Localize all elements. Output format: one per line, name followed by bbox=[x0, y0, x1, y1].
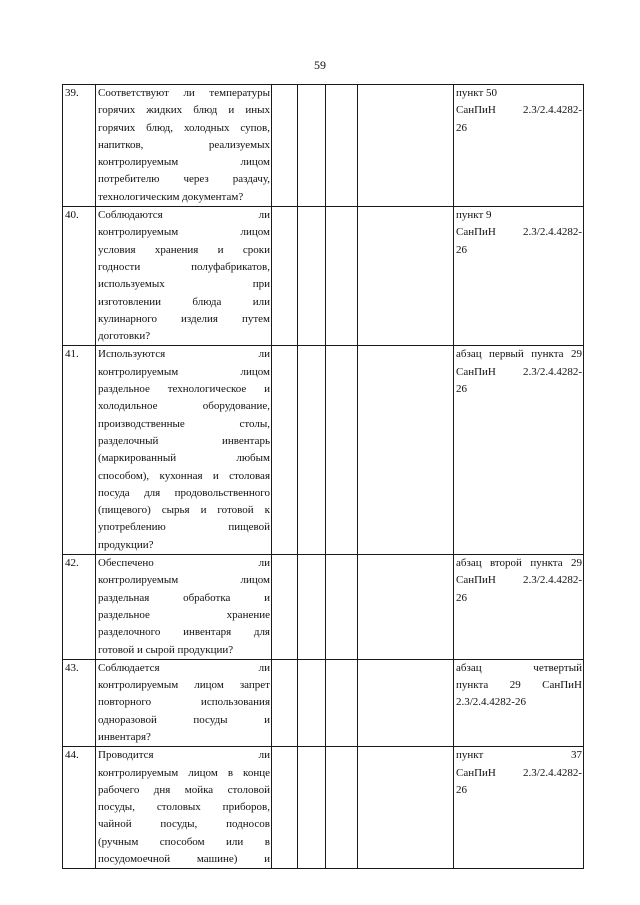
question-line: годности полуфабрикатов, bbox=[98, 260, 270, 273]
question-line: Соблюдаются ли bbox=[98, 209, 270, 222]
answer-cell bbox=[326, 346, 358, 555]
answer-cell bbox=[272, 659, 298, 746]
row-number: 44. bbox=[63, 747, 96, 869]
page-number: 59 bbox=[314, 58, 326, 72]
question-line: рабочего дня мойка столовой bbox=[98, 783, 270, 796]
question-line: повторного использования bbox=[98, 696, 270, 709]
reference-line: 26 bbox=[456, 243, 467, 256]
answer-cell bbox=[326, 747, 358, 869]
question-line: Используются ли bbox=[98, 348, 270, 361]
question-line: Обеспечено ли bbox=[98, 557, 270, 570]
answer-cell bbox=[272, 747, 298, 869]
legal-reference bbox=[454, 207, 584, 346]
reference-line: пункт 37 bbox=[456, 749, 582, 762]
reference-line: абзац первый пункта 29 bbox=[456, 348, 582, 361]
reference-line: СанПиН 2.3/2.4.4282- bbox=[456, 104, 582, 117]
legal-reference bbox=[454, 555, 584, 660]
question-line: технологическим документам? bbox=[98, 190, 244, 203]
checklist-table bbox=[62, 84, 584, 869]
requirement-question bbox=[96, 555, 272, 660]
question-line: инвентаря? bbox=[98, 730, 151, 743]
answer-cell bbox=[298, 555, 326, 660]
question-line: раздельное технологическое и bbox=[98, 383, 270, 396]
answer-cell bbox=[326, 555, 358, 660]
requirement-question bbox=[96, 747, 272, 869]
legal-reference bbox=[454, 85, 584, 207]
answer-cell bbox=[326, 207, 358, 346]
requirement-question bbox=[96, 346, 272, 555]
reference-line: абзац второй пункта 29 bbox=[456, 557, 582, 570]
question-line: контролируемым лицом bbox=[98, 226, 270, 239]
answer-cell bbox=[272, 346, 298, 555]
answer-cell bbox=[358, 346, 454, 555]
answer-cell bbox=[358, 85, 454, 207]
legal-reference bbox=[454, 659, 584, 746]
answer-cell bbox=[298, 346, 326, 555]
question-line: контролируемым лицом bbox=[98, 365, 270, 378]
question-line: Соблюдается ли bbox=[98, 661, 270, 674]
question-line: посуда для продовольственного bbox=[98, 486, 270, 499]
row-number: 43. bbox=[63, 659, 96, 746]
question-line: готовой и сырой продукции? bbox=[98, 643, 234, 656]
question-line: контролируемым лицом в конце bbox=[98, 766, 270, 779]
row-number: 39. bbox=[63, 85, 96, 207]
answer-cell bbox=[298, 747, 326, 869]
reference-line: СанПиН 2.3/2.4.4282- bbox=[456, 226, 582, 239]
question-line: контролируемым лицом bbox=[98, 156, 270, 169]
question-line: изготовлении блюда или bbox=[98, 295, 270, 308]
reference-line: пункт 50 bbox=[456, 87, 498, 99]
question-line: посудомоечной машине) и bbox=[98, 853, 270, 866]
row-number: 41. bbox=[63, 346, 96, 555]
table-row bbox=[63, 659, 584, 746]
question-line: потребителю через раздачу, bbox=[98, 173, 270, 186]
legal-reference bbox=[454, 346, 584, 555]
question-line: разделочного инвентаря для bbox=[98, 626, 270, 639]
question-line: производственные столы, bbox=[98, 417, 270, 430]
question-line: чайной посуды, подносов bbox=[98, 818, 270, 831]
requirement-question bbox=[96, 207, 272, 346]
question-line: разделочный инвентарь bbox=[98, 434, 270, 447]
question-line: (пищевого) сырья и готовой к bbox=[98, 504, 270, 517]
answer-cell bbox=[326, 85, 358, 207]
question-line: (ручным способом или в bbox=[98, 835, 270, 848]
answer-cell bbox=[358, 555, 454, 660]
question-line: употреблению пищевой bbox=[98, 521, 270, 534]
question-line: холодильное оборудование, bbox=[98, 400, 270, 413]
question-line: раздельная обработка и bbox=[98, 591, 270, 604]
reference-line: СанПиН 2.3/2.4.4282- bbox=[456, 365, 582, 378]
question-line: контролируемым лицом запрет bbox=[98, 679, 270, 692]
question-line: (маркированный любым bbox=[98, 452, 270, 465]
answer-cell bbox=[358, 659, 454, 746]
reference-line: пункта 29 СанПиН bbox=[456, 679, 582, 692]
question-line: напитков, реализуемых bbox=[98, 138, 270, 151]
question-line: раздельное хранение bbox=[98, 608, 270, 621]
reference-line: СанПиН 2.3/2.4.4282- bbox=[456, 574, 582, 587]
reference-line: 26 bbox=[456, 121, 467, 134]
requirement-question bbox=[96, 659, 272, 746]
question-line: доготовки? bbox=[98, 330, 151, 343]
answer-cell bbox=[272, 85, 298, 207]
question-line: условия хранения и сроки bbox=[98, 243, 270, 256]
reference-line: 26 bbox=[456, 783, 467, 796]
question-line: одноразовой посуды и bbox=[98, 713, 270, 726]
table-row bbox=[63, 85, 584, 207]
question-line: продукции? bbox=[98, 538, 154, 551]
answer-cell bbox=[272, 207, 298, 346]
reference-line: 26 bbox=[456, 591, 467, 604]
answer-cell bbox=[326, 659, 358, 746]
reference-line: 26 bbox=[456, 383, 467, 396]
reference-line: СанПиН 2.3/2.4.4282- bbox=[456, 766, 582, 779]
reference-line: абзац четвертый bbox=[456, 661, 582, 674]
answer-cell bbox=[298, 659, 326, 746]
table-row bbox=[63, 346, 584, 555]
question-line: способом), кухонная и столовая bbox=[98, 469, 270, 482]
answer-cell bbox=[298, 207, 326, 346]
question-line: используемых при bbox=[98, 278, 270, 291]
answer-cell bbox=[298, 85, 326, 207]
row-number: 42. bbox=[63, 555, 96, 660]
question-line: контролируемым лицом bbox=[98, 574, 270, 587]
requirement-question bbox=[96, 85, 272, 207]
question-line: посуды, столовых приборов, bbox=[98, 801, 270, 814]
question-line: горячих блюд, холодных супов, bbox=[98, 121, 270, 134]
answer-cell bbox=[358, 207, 454, 346]
question-line: Соответствуют ли температуры bbox=[98, 87, 270, 99]
table-row bbox=[63, 555, 584, 660]
table-row bbox=[63, 747, 584, 869]
row-number: 40. bbox=[63, 207, 96, 346]
question-line: кулинарного изделия путем bbox=[98, 312, 270, 325]
question-line: горячих жидких блюд и иных bbox=[98, 104, 270, 117]
answer-cell bbox=[358, 747, 454, 869]
legal-reference bbox=[454, 747, 584, 869]
question-line: Проводится ли bbox=[98, 749, 270, 762]
reference-line: 2.3/2.4.4282-26 bbox=[456, 696, 526, 709]
reference-line: пункт 9 bbox=[456, 209, 492, 222]
table-row bbox=[63, 207, 584, 346]
answer-cell bbox=[272, 555, 298, 660]
